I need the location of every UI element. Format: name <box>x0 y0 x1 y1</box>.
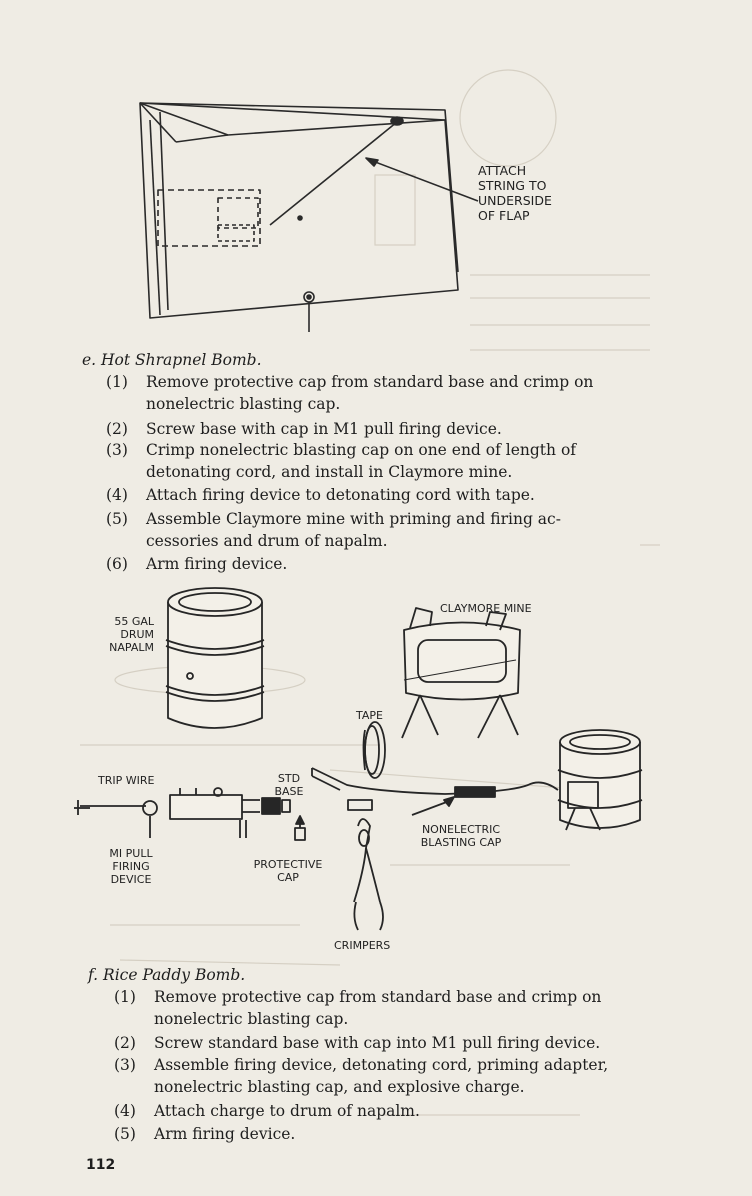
step-number: (5) <box>114 1125 136 1143</box>
nonelectric-line: NONELECTRIC <box>421 823 501 836</box>
step-text-line: Arm firing device. <box>154 1125 296 1143</box>
tape-label: TAPE <box>356 709 383 722</box>
protective-cap-line: PROTECTIVE <box>253 858 323 871</box>
step-text-line: Remove protective cap from standard base and crimp on <box>146 373 594 391</box>
drum-label <box>100 615 154 654</box>
page-number: 112 <box>86 1157 116 1173</box>
step-text-line: cessories and drum of napalm. <box>146 531 388 550</box>
napalm-drum-drawing <box>166 588 264 728</box>
drum-label-line: 55 GAL <box>114 615 154 628</box>
flap-illustration <box>0 0 752 345</box>
std-base-line: BASE <box>274 785 304 798</box>
detonating-cord <box>312 768 558 794</box>
step-number: (3) <box>114 1056 136 1074</box>
step-text-line: detonating cord, and install in Claymore mine. <box>146 462 513 481</box>
step-text-line: nonelectric blasting cap. <box>154 1009 349 1028</box>
flap-sheet <box>140 103 458 318</box>
section-f-heading: f. Rice Paddy Bomb. <box>88 966 246 984</box>
step-text-line: Screw base with cap in M1 pull firing device. <box>146 420 502 438</box>
step-number: (3) <box>106 441 128 459</box>
attach-string-line-3: UNDERSIDE <box>478 193 552 208</box>
step-text-line: nonelectric blasting cap, and explosive charge. <box>154 1077 525 1096</box>
step-text-line: Crimp nonelectric blasting cap on one end of length of <box>146 441 577 459</box>
m1-pull-line: FIRING <box>112 860 150 873</box>
small-drum-drawing <box>558 730 642 830</box>
claymore-mine-drawing <box>402 608 520 738</box>
step-text-line: Assemble Claymore mine with priming and firing ac- <box>146 510 561 528</box>
step-text-line: Attach charge to drum of napalm. <box>154 1102 420 1120</box>
firing-device-drawing <box>74 788 372 840</box>
section-e-heading: e. Hot Shrapnel Bomb. <box>82 351 262 369</box>
attach-string-line-4: OF FLAP <box>478 208 530 223</box>
step-text-line: Arm firing device. <box>146 555 288 573</box>
protective-cap-label <box>246 858 330 884</box>
step-number: (4) <box>106 486 128 504</box>
step-number: (6) <box>106 555 128 573</box>
tape-roll-drawing <box>364 722 386 778</box>
std-base-line: STD <box>277 772 301 785</box>
step-text-line: Attach firing device to detonating cord with tape. <box>146 486 535 504</box>
m1-pull-line: DEVICE <box>110 873 152 886</box>
protective-cap-line: CAP <box>277 871 299 884</box>
attach-string-label <box>478 163 552 223</box>
step-number: (4) <box>114 1102 136 1120</box>
drum-label-line: NAPALM <box>109 641 154 654</box>
step-text-line: Assemble firing device, detonating cord, priming adapter, <box>154 1056 609 1074</box>
crimpers-label: CRIMPERS <box>334 939 391 952</box>
step-number: (2) <box>106 420 128 438</box>
crimpers-drawing <box>354 819 383 930</box>
nonelectric-blasting-cap-label <box>410 823 512 849</box>
step-number: (1) <box>106 373 128 391</box>
step-number: (1) <box>114 988 136 1006</box>
step-text-line: Screw standard base with cap into M1 pull firing device. <box>154 1034 601 1052</box>
m1-pull-firing-device-label <box>102 847 160 886</box>
step-text-line: Remove protective cap from standard base and crimp on <box>154 988 602 1006</box>
m1-pull-line: MI PULL <box>109 847 153 860</box>
attach-string-line-2: STRING TO <box>478 178 547 193</box>
attach-string-line-1: ATTACH <box>478 163 527 178</box>
nonelectric-line: BLASTING CAP <box>420 836 502 849</box>
std-base-label <box>272 772 306 798</box>
step-number: (2) <box>114 1034 136 1052</box>
step-text-line: nonelectric blasting cap. <box>146 394 341 413</box>
claymore-mine-label: CLAYMORE MINE <box>440 602 532 615</box>
trip-wire-label: TRIP WIRE <box>98 774 155 787</box>
drum-label-line: DRUM <box>120 628 154 641</box>
step-number: (5) <box>106 510 128 528</box>
